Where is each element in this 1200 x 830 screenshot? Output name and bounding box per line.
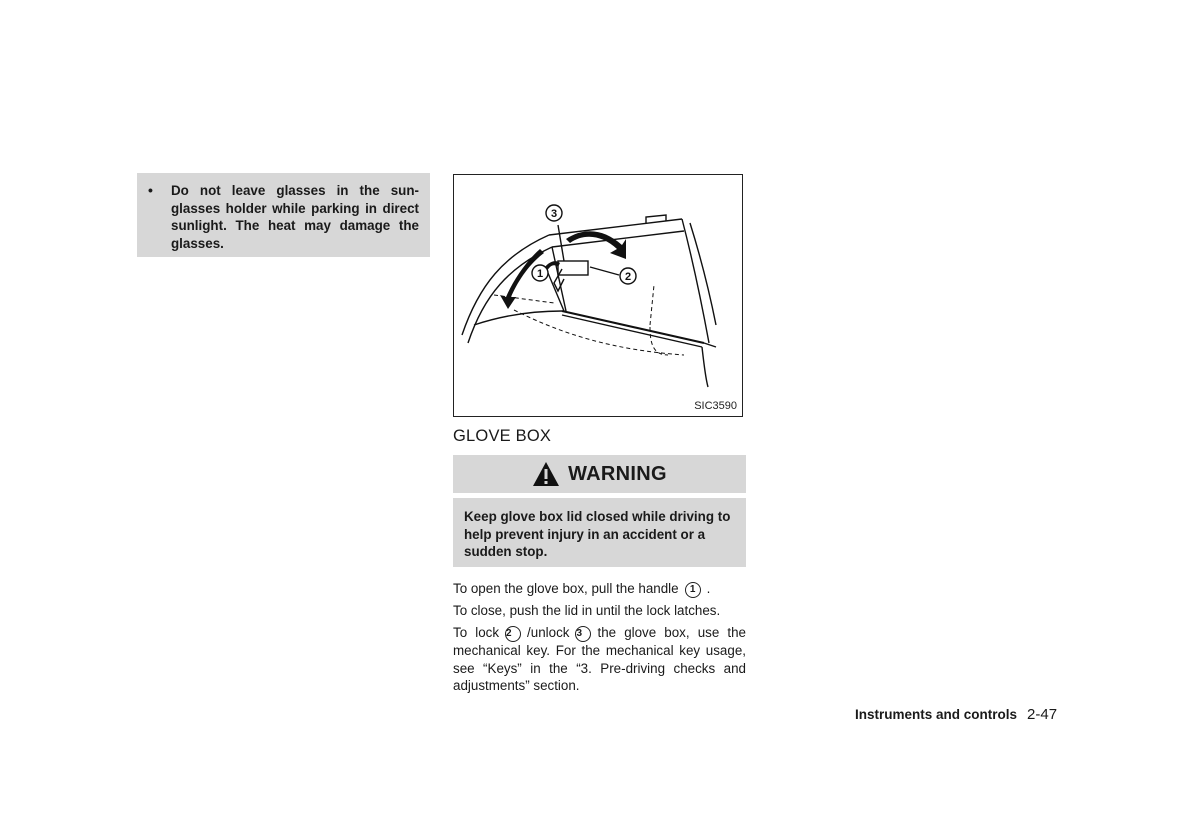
- paragraph-close: To close, push the lid in until the lock latches.: [453, 603, 721, 618]
- unlock-text: /unlock: [527, 625, 570, 640]
- glove-box-illustration: [453, 174, 743, 417]
- callout-ref-2: 2: [505, 626, 521, 642]
- callout-ref-3: 3: [575, 626, 591, 642]
- paragraph-lock: [453, 624, 746, 695]
- lock-rest-text: the glove box, use the mechanical key. For the mechanical key usage, see “Keys” in the “3. Pre-driving checks and adjustments” section.: [453, 625, 746, 693]
- callout-ref-1: 1: [685, 582, 701, 598]
- callout-1: 1: [536, 268, 544, 280]
- warning-triangle-icon: [532, 461, 560, 487]
- caution-text: Do not leave glasses in the sunglasses holder while parking in direct sunlight. The heat may damage the glasses.: [171, 183, 419, 251]
- warning-label: WARNING: [568, 462, 667, 485]
- lock-text: To lock: [453, 625, 500, 640]
- warning-body: [453, 498, 746, 567]
- page-number: 2-47: [1027, 706, 1058, 723]
- warning-text: Keep glove box lid closed while driving to help prevent injury in an accident or a sudden stop.: [464, 509, 731, 559]
- bullet: •: [148, 182, 153, 198]
- caution-box: [137, 173, 430, 257]
- warning-header: [453, 455, 746, 493]
- glove-box-drawing: [454, 175, 744, 418]
- callout-2: 2: [624, 271, 632, 283]
- open-text: To open the glove box, pull the handle: [453, 581, 679, 596]
- footer-section: Instruments and controls: [855, 707, 1018, 722]
- page-footer: [855, 706, 1057, 723]
- figure-code: SIC3590: [694, 400, 737, 412]
- open-end: .: [706, 581, 711, 596]
- callout-3: 3: [550, 208, 558, 220]
- section-title: GLOVE BOX: [453, 427, 552, 445]
- paragraph-open: [453, 580, 746, 598]
